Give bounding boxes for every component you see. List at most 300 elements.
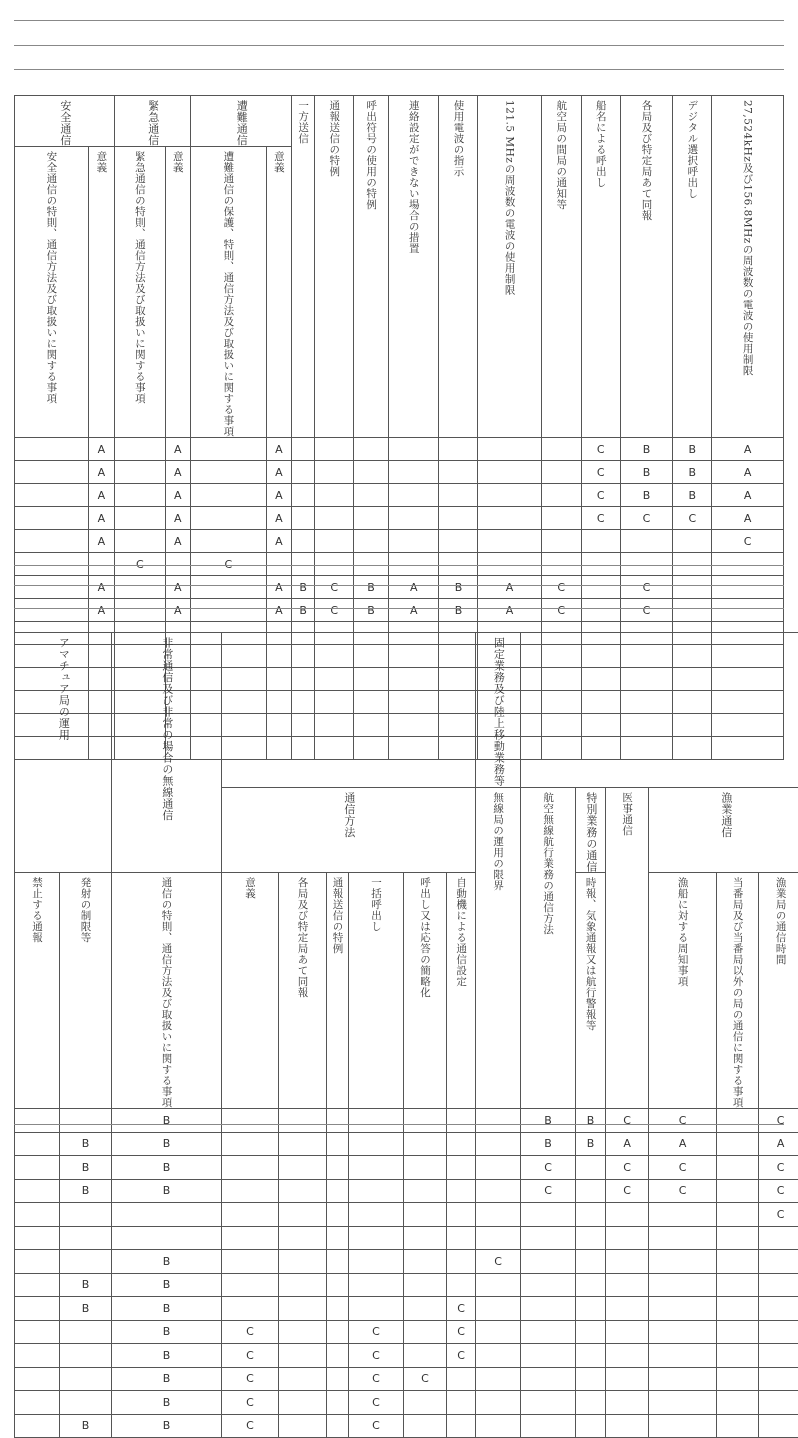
header-safety-meaning: 意義 <box>88 147 114 438</box>
cell-value: A <box>166 443 190 456</box>
table-cell <box>115 507 166 530</box>
table-cell <box>717 1203 759 1227</box>
table-cell <box>388 484 439 507</box>
table-cell <box>165 576 190 599</box>
table-cell <box>327 1179 349 1203</box>
cell-value: C <box>349 1325 403 1338</box>
table-cell <box>581 507 620 530</box>
table-cell <box>606 1179 649 1203</box>
table-cell <box>673 484 712 507</box>
table-cell <box>112 1250 222 1274</box>
table-cell <box>620 461 673 484</box>
table-cell <box>354 484 389 507</box>
table-cell <box>717 1367 759 1391</box>
table-cell <box>606 1156 649 1180</box>
table-cell <box>315 461 354 484</box>
header-blank-top-right <box>521 633 798 788</box>
table-cell <box>315 576 354 599</box>
cell-value: C <box>349 1396 403 1409</box>
cell-value: C <box>649 1184 716 1197</box>
table-cell <box>60 1367 112 1391</box>
cell-value: A <box>166 489 190 502</box>
table-cell <box>712 461 784 484</box>
table-cell <box>521 1109 576 1133</box>
table-cell <box>404 1320 447 1344</box>
table-row <box>15 1367 798 1391</box>
rule-4 <box>14 565 784 566</box>
table-row <box>15 1297 798 1321</box>
header-callsign: 呼出符号の使用の特例 <box>354 96 389 438</box>
table-cell <box>476 1320 521 1344</box>
table-cell <box>222 1297 279 1321</box>
rule-5 <box>14 585 784 586</box>
table-cell <box>649 1297 717 1321</box>
table-cell <box>606 1344 649 1368</box>
table-cell <box>60 1250 112 1274</box>
table-cell <box>759 1250 798 1274</box>
cell-value: C <box>349 1419 403 1432</box>
cell-value: C <box>404 1372 446 1385</box>
cell-value: C <box>759 1208 798 1221</box>
table-cell <box>165 438 190 461</box>
header-report: 通報送信の特例 <box>315 96 354 438</box>
rule-6 <box>14 608 784 609</box>
table-cell <box>404 1367 447 1391</box>
cell-value: B <box>112 1184 221 1197</box>
table-row <box>15 1109 798 1133</box>
table-cell <box>327 1320 349 1344</box>
table-cell <box>521 1320 576 1344</box>
cell-value: A <box>712 466 783 479</box>
table-cell <box>388 507 439 530</box>
table-cell <box>404 1344 447 1368</box>
table-cell <box>606 1367 649 1391</box>
table-cell <box>15 599 89 622</box>
table-cell <box>315 484 354 507</box>
cell-value: C <box>542 581 581 594</box>
cell-value: B <box>60 1302 111 1315</box>
cell-value: B <box>112 1419 221 1432</box>
cell-value: C <box>582 489 620 502</box>
table-cell <box>606 1203 649 1227</box>
table-cell <box>279 1273 327 1297</box>
cell-value: C <box>315 604 353 617</box>
table-cell <box>576 1273 606 1297</box>
table-cell <box>266 507 291 530</box>
table-cell <box>15 1414 60 1438</box>
table-cell <box>476 1203 521 1227</box>
table-cell <box>15 461 89 484</box>
table-cell <box>649 1109 717 1133</box>
cell-value: B <box>621 443 673 456</box>
table-cell <box>327 1297 349 1321</box>
cell-value: A <box>478 581 540 594</box>
table-cell <box>712 599 784 622</box>
table-cell <box>327 1391 349 1415</box>
cell-value: B <box>112 1325 221 1338</box>
table-cell <box>478 507 541 530</box>
table-cell <box>279 1250 327 1274</box>
table-cell <box>476 1226 521 1250</box>
table-cell <box>541 530 581 553</box>
table-cell <box>717 1391 759 1415</box>
table-cell <box>447 1109 476 1133</box>
table-cell <box>15 507 89 530</box>
table-cell <box>15 530 89 553</box>
cell-value: A <box>89 466 114 479</box>
table-row <box>15 1226 798 1250</box>
cell-value: C <box>542 604 581 617</box>
table-cell <box>15 484 89 507</box>
table-cell <box>266 438 291 461</box>
table-cell <box>165 530 190 553</box>
table-cell <box>576 1391 606 1415</box>
header-each-station: 各局及び特定局あて同報 <box>620 96 673 438</box>
table-cell <box>478 484 541 507</box>
header-27524: 27,524kHz及び156.8MHzの周波数の電波の使用制限 <box>712 96 784 438</box>
cell-value: C <box>315 581 353 594</box>
cell-value: A <box>267 535 291 548</box>
cell-value: C <box>476 1255 520 1268</box>
table-cell <box>222 1273 279 1297</box>
group-fixed: 固定業務及び陸上移動業務等 <box>476 633 521 788</box>
table-cell <box>439 484 478 507</box>
group-distress: 遭難通信 <box>190 96 291 147</box>
cell-value: A <box>89 512 114 525</box>
cell-value: C <box>222 1349 278 1362</box>
table-cell <box>439 553 478 576</box>
table-cell <box>717 1250 759 1274</box>
table-cell <box>521 1179 576 1203</box>
cell-value: A <box>166 581 190 594</box>
table-cell <box>712 530 784 553</box>
table-cell <box>404 1414 447 1438</box>
table-row <box>15 1344 798 1368</box>
table-cell <box>759 1273 798 1297</box>
table-cell <box>620 576 673 599</box>
table-cell <box>759 1414 798 1438</box>
table-cell <box>88 599 114 622</box>
table-cell <box>521 1297 576 1321</box>
header-emit: 発射の制限等 <box>60 873 112 1109</box>
table-cell <box>521 1250 576 1274</box>
table-cell <box>349 1367 404 1391</box>
table-cell <box>112 1344 222 1368</box>
table-cell <box>404 1250 447 1274</box>
table-cell <box>327 1132 349 1156</box>
cell-value: A <box>759 1137 798 1150</box>
table-cell <box>315 507 354 530</box>
table-cell <box>712 484 784 507</box>
table-cell <box>60 1414 112 1438</box>
cell-value: C <box>222 1419 278 1432</box>
cell-value: A <box>89 604 114 617</box>
cell-value: B <box>60 1137 111 1150</box>
cell-value: A <box>267 489 291 502</box>
table-cell <box>620 599 673 622</box>
table-cell <box>447 1367 476 1391</box>
header-each: 各局及び特定局あて同報 <box>279 873 327 1109</box>
table-cell <box>712 576 784 599</box>
table-cell <box>478 553 541 576</box>
table-cell <box>279 1179 327 1203</box>
table-cell <box>115 553 166 576</box>
table-cell <box>576 1203 606 1227</box>
group-special: 特別業務の通信 <box>576 787 606 873</box>
cell-value: C <box>447 1325 475 1338</box>
cell-value: A <box>649 1137 716 1150</box>
header-safety-rules: 安全通信の特則、通信方法及び取扱いに関する事項 <box>15 147 89 438</box>
table-cell <box>115 484 166 507</box>
cell-value: C <box>759 1114 798 1127</box>
rule-2 <box>14 45 784 46</box>
table-cell <box>620 530 673 553</box>
lower-body <box>15 1109 798 1438</box>
table-cell <box>88 576 114 599</box>
table-cell <box>649 1156 717 1180</box>
table-cell <box>649 1344 717 1368</box>
table-cell <box>112 1414 222 1438</box>
table-cell <box>581 576 620 599</box>
table-cell <box>404 1226 447 1250</box>
table-cell <box>576 1344 606 1368</box>
table-cell <box>620 507 673 530</box>
table-cell <box>439 461 478 484</box>
cell-value: B <box>621 489 673 502</box>
table-cell <box>165 461 190 484</box>
table-cell <box>354 507 389 530</box>
table-cell <box>649 1132 717 1156</box>
cell-value: B <box>576 1137 605 1150</box>
table-row <box>15 1203 798 1227</box>
table-cell <box>576 1250 606 1274</box>
table-cell <box>327 1250 349 1274</box>
table-cell <box>88 438 114 461</box>
table-cell <box>266 599 291 622</box>
table-cell <box>447 1226 476 1250</box>
table-cell <box>15 1250 60 1274</box>
table-row <box>15 1320 798 1344</box>
table-cell <box>222 1156 279 1180</box>
cell-value: B <box>112 1372 221 1385</box>
table-cell <box>60 1203 112 1227</box>
cell-value: A <box>267 512 291 525</box>
table-cell <box>606 1320 649 1344</box>
table-cell <box>717 1226 759 1250</box>
table-cell <box>439 599 478 622</box>
table-row <box>15 530 784 553</box>
header-aero: 航空無線航行業務の通信方法 <box>521 787 576 1109</box>
cell-value: C <box>349 1349 403 1362</box>
table-cell <box>222 1367 279 1391</box>
cell-value: A <box>267 466 291 479</box>
table-cell <box>606 1414 649 1438</box>
table-cell <box>15 1179 60 1203</box>
table-cell <box>112 1226 222 1250</box>
table-cell <box>649 1367 717 1391</box>
cell-value: C <box>606 1184 648 1197</box>
table-cell <box>541 484 581 507</box>
cell-value: A <box>712 512 783 525</box>
table-cell <box>327 1367 349 1391</box>
table-cell <box>476 1344 521 1368</box>
cell-value: A <box>389 604 439 617</box>
table-cell <box>717 1297 759 1321</box>
header-1215: 121.5 MHzの周波数の電波の使用制限 <box>478 96 541 438</box>
table-cell <box>165 484 190 507</box>
table-cell <box>478 461 541 484</box>
table-cell <box>521 1156 576 1180</box>
table-cell <box>115 438 166 461</box>
table-cell <box>112 1203 222 1227</box>
table-cell <box>222 1132 279 1156</box>
cell-value: B <box>354 581 388 594</box>
table-cell <box>439 576 478 599</box>
table-cell <box>759 1367 798 1391</box>
table-cell <box>447 1250 476 1274</box>
cell-value: C <box>621 604 673 617</box>
table-cell <box>759 1297 798 1321</box>
table-cell <box>315 599 354 622</box>
table-cell <box>349 1203 404 1227</box>
table-cell <box>266 461 291 484</box>
header-distress-meaning: 意義 <box>266 147 291 438</box>
table-cell <box>576 1414 606 1438</box>
table-cell <box>112 1320 222 1344</box>
table-cell <box>349 1250 404 1274</box>
table-cell <box>349 1391 404 1415</box>
table-cell <box>717 1109 759 1133</box>
cell-value: B <box>354 604 388 617</box>
table-cell <box>759 1391 798 1415</box>
header-fishtime: 漁業局の通信時間 <box>759 873 798 1109</box>
table-cell <box>541 507 581 530</box>
cell-value: A <box>166 512 190 525</box>
cell-value: B <box>292 604 314 617</box>
table-cell <box>476 1109 521 1133</box>
table-cell <box>222 1344 279 1368</box>
cell-value: B <box>60 1419 111 1432</box>
table-cell <box>476 1179 521 1203</box>
table-cell <box>649 1414 717 1438</box>
cell-value: C <box>673 512 711 525</box>
cell-value: B <box>60 1278 111 1291</box>
cell-value: C <box>712 535 783 548</box>
table-cell <box>115 599 166 622</box>
table-cell <box>349 1156 404 1180</box>
table-cell <box>404 1391 447 1415</box>
group-emergency: 非常通信及び非常の場合の無線通信 <box>112 633 222 873</box>
table-cell <box>476 1250 521 1274</box>
table-cell <box>222 1226 279 1250</box>
cell-value: A <box>166 535 190 548</box>
header-dsc: デジタル選択呼出し <box>673 96 712 438</box>
table-cell <box>279 1132 327 1156</box>
table-cell <box>576 1132 606 1156</box>
table-cell <box>388 599 439 622</box>
table-row <box>15 507 784 530</box>
table-cell <box>349 1297 404 1321</box>
table-cell <box>404 1109 447 1133</box>
table-cell <box>190 530 266 553</box>
table-cell <box>620 438 673 461</box>
table-cell <box>712 507 784 530</box>
table-cell <box>759 1344 798 1368</box>
table-cell <box>112 1367 222 1391</box>
header-medical: 医事通信 <box>606 787 649 1109</box>
lower-table <box>14 632 798 1438</box>
header-special: 時報、気象通報又は航行警報等 <box>576 873 606 1109</box>
cell-value: B <box>60 1161 111 1174</box>
cell-value: A <box>478 604 540 617</box>
table-cell <box>478 530 541 553</box>
table-cell <box>606 1109 649 1133</box>
table-cell <box>649 1320 717 1344</box>
table-cell <box>15 1132 60 1156</box>
table-cell <box>60 1179 112 1203</box>
table-cell <box>279 1320 327 1344</box>
cell-value: C <box>759 1184 798 1197</box>
table-cell <box>327 1226 349 1250</box>
table-cell <box>620 484 673 507</box>
table-cell <box>115 461 166 484</box>
table-cell <box>581 438 620 461</box>
table-cell <box>447 1179 476 1203</box>
header-report: 通報送信の特例 <box>327 873 349 1109</box>
table-cell <box>15 1297 60 1321</box>
table-cell <box>712 553 784 576</box>
table-cell <box>15 438 89 461</box>
table-cell <box>349 1273 404 1297</box>
cell-value: C <box>621 512 673 525</box>
table-row <box>15 1273 798 1297</box>
table-cell <box>349 1132 404 1156</box>
cell-value: A <box>166 466 190 479</box>
table-cell <box>717 1344 759 1368</box>
table-cell <box>439 507 478 530</box>
table-cell <box>649 1273 717 1297</box>
cell-value: C <box>447 1349 475 1362</box>
table-cell <box>404 1297 447 1321</box>
table-cell <box>15 1391 60 1415</box>
table-cell <box>354 461 389 484</box>
table-cell <box>476 1273 521 1297</box>
cell-value: B <box>673 443 711 456</box>
header-auto: 自動機による通信設定 <box>447 873 476 1109</box>
table-cell <box>279 1414 327 1438</box>
cell-value: B <box>621 466 673 479</box>
table-cell <box>327 1414 349 1438</box>
table-cell <box>388 553 439 576</box>
header-oplimit: 無線局の運用の限界 <box>476 787 521 1109</box>
cell-value: C <box>606 1161 648 1174</box>
table-cell <box>60 1344 112 1368</box>
table-cell <box>190 438 266 461</box>
table-cell <box>447 1156 476 1180</box>
table-cell <box>349 1226 404 1250</box>
header-bulk: 一括呼出し <box>349 873 404 1109</box>
table-cell <box>266 576 291 599</box>
table-cell <box>541 576 581 599</box>
table-cell <box>447 1344 476 1368</box>
table-cell <box>60 1226 112 1250</box>
table-cell <box>279 1367 327 1391</box>
cell-value: A <box>267 604 291 617</box>
table-cell <box>717 1132 759 1156</box>
table-cell <box>576 1320 606 1344</box>
table-cell <box>476 1414 521 1438</box>
header-broadcast: 一方送信 <box>292 96 315 438</box>
